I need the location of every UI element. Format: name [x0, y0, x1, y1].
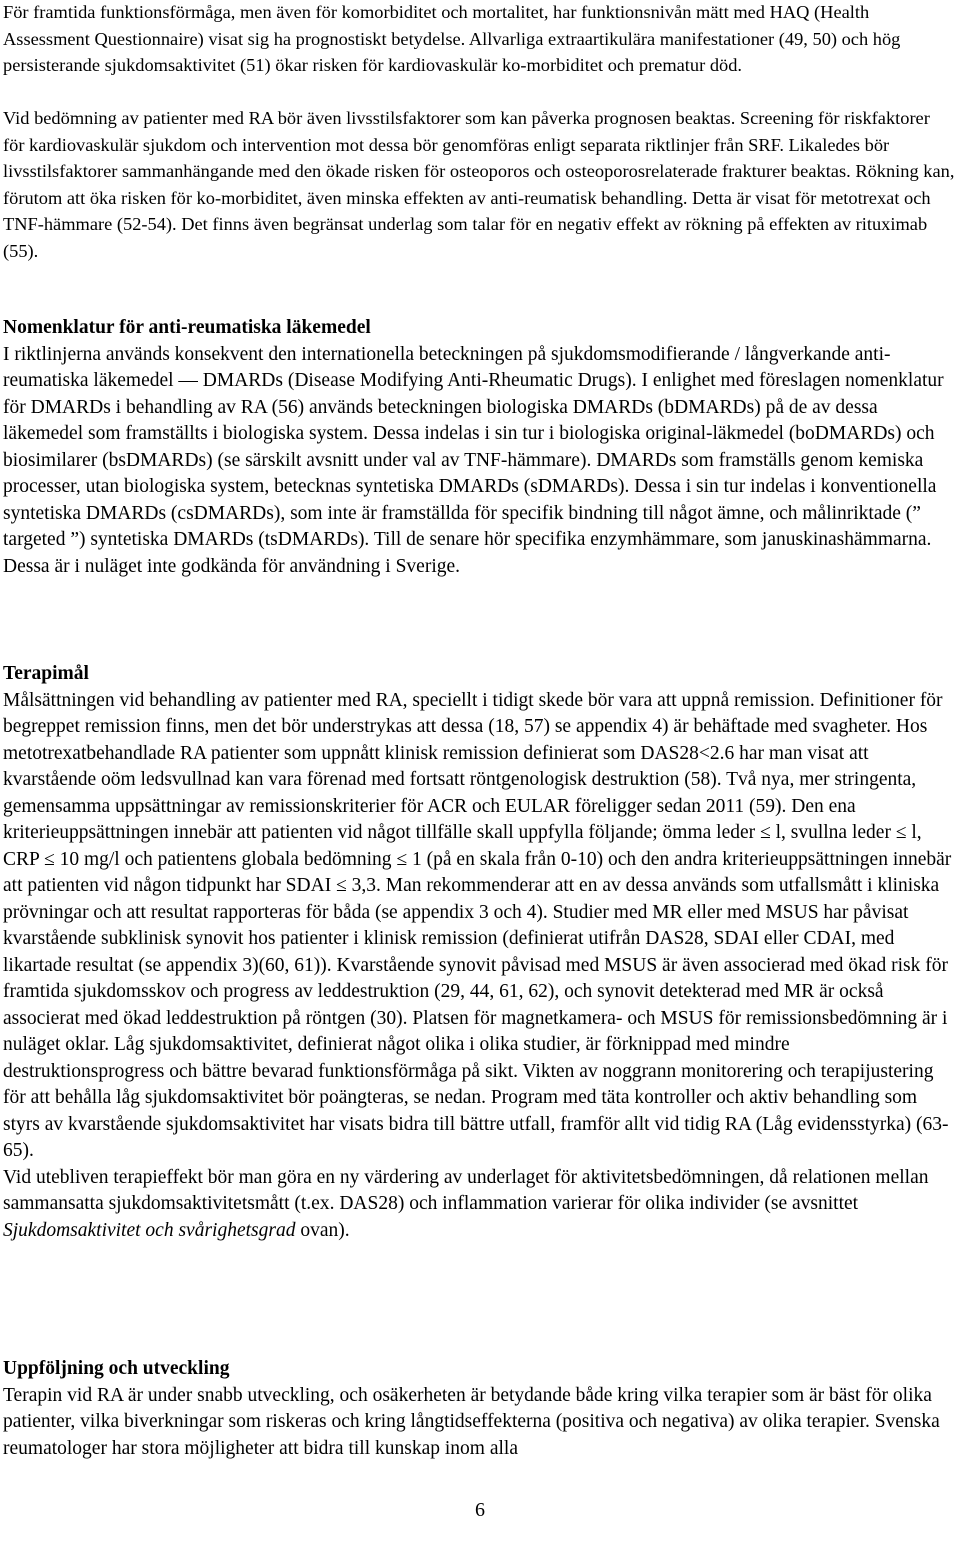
section-uppfoljning: [3, 1356, 955, 1462]
heading-nomenklatur: Nomenklatur för anti-reumatiska läkemedel: [3, 317, 371, 338]
section-nomenklatur: [3, 315, 955, 580]
followup-text-end: ovan).: [295, 1219, 350, 1241]
heading-terapimal: Terapimål: [3, 663, 89, 684]
paragraph-terapimal-followup: [3, 1167, 928, 1241]
paragraph-uppfoljning: Terapin vid RA är under snabb utveckling, och osäkerheten är betydande både kring vilka terapier som är bäst för olika patienter, vilka biverkningar som riskeras och kring långtidseffekterna (positiva och negativa) av olika terapier. Svenska reumatologer har stora möjligheter att bidra till kunskap inom alla: [3, 1384, 940, 1459]
paragraph-prognosis: För framtida funktionsförmåga, men även för komorbiditet och mortalitet, har funktionsnivån mätt med HAQ (Health Assessment Questionnaire) visat sig ha prognostiskt betydelse. Allvarliga extraartikulära manifestationer (49, 50) och hög persisterande sjukdomsaktivitet (51) ökar risken för kardiovaskulär ko-morbiditet och prematur död.: [3, 2, 901, 75]
paragraph-terapimal: Målsättningen vid behandling av patienter med RA, speciellt i tidigt skede bör vara att uppnå remission. Definitioner för begreppet remission finns, men det bör understrykas att dessa (18, 57) se appendix 4) är behäftade med svagheter. Hos metotrexatbehandlade RA patienter som uppnått klinisk remission definierat som DAS28<2.6 har man visat att kvarstående oöm ledsvullnad kan vara förenad med fortsatt röntgenologisk destruktion (58). Två nya, mer stringenta, gemensamma uppsättningar av remissionskriterier för ACR och EULAR föreligger sedan 2011 (59). Den ena kriterieuppsättningen innebär att patienten vid något tillfälle skall uppfylla följande; ömma leder ≤ l, svullna leder ≤ l, CRP ≤ 10 mg/l och patientens globala bedömning ≤ 1 (på en skala från 0-10) och den andra kriterieuppsättningen innebär att patienten vid någon tidpunkt har SDAI ≤ 3,3. Man rekommenderar att en av dessa används som utfallsmått i kliniska prövningar och att resultat rapporteras för båda (se appendix 3 och 4). Studier med MR eller med MSUS har påvisat kvarstående subklinisk synovit hos patienter i klinisk remission (definierat utifrån DAS28, SDAI eller CDAI, med likartade resultat (se appendix 3)(60, 61)). Kvarstående synovit påvisad med MSUS är även associerad med ökad risk för framtida sjukdomsskov och progress av leddestruktion (29, 44, 61, 62), och synovit detekterad med MR är också associerat med ökad leddestruktion på röntgen (30). Platsen för magnetkamera- och MSUS för remissionsbedömning är i nuläget oklar. Låg sjukdomsaktivitet, definierat något olika i olika studier, är förknippad med mindre destruktionsprogress och bättre bevarad funktionsförmåga på sikt. Vikten av noggrann monitorering och terapijustering för att behålla låg sjukdomsaktivitet bör poängteras, se nedan. Program med täta kontroller och aktiv behandling som styrs av kvarstående sjukdomsaktivitet har visats bidra till bättre utfall, framför allt vid tidig RA (Låg evidensstyrka) (63-65).: [3, 689, 952, 1161]
section-terapimal: [3, 661, 955, 1244]
paragraph-lifestyle-factors: Vid bedömning av patienter med RA bör även livsstilsfaktorer som kan påverka prognosen beaktas. Screening för riskfaktorer för kardiovaskulär sjukdom och intervention mot dessa bör genomföras enligt separata riktlinjer från SRF. Likaledes bör livsstilsfaktorer sammanhängande med den ökade risken för osteoporos och osteoporosrelaterade frakturer beaktas. Rökning kan, förutom att öka risken för ko-morbiditet, även minska effekten av anti-reumatisk behandling. Detta är visat för metotrexat och TNF-hämmare (52-54). Det finns även begränsat underlag som talar för en negativ effekt av rökning på effekten av rituximab (55).: [3, 108, 955, 261]
heading-uppfoljning: Uppföljning och utveckling: [3, 1358, 230, 1379]
followup-text-start: Vid utebliven terapieffekt bör man göra en ny värdering av underlaget för aktivitetsbedömningen, då relationen mellan sammansatta sjukdomsaktivitetsmått (t.ex. DAS28) och inflammation varierar för olika individer (se avsnittet: [3, 1166, 929, 1214]
followup-text-italic-reference: Sjukdomsaktivitet och svårighetsgrad: [3, 1219, 296, 1241]
page-number: 6: [475, 1499, 485, 1521]
paragraph-nomenklatur: I riktlinjerna används konsekvent den internationella beteckningen på sjukdomsmodifierande / långverkande anti-reumatiska läkemedel — DMARDs (Disease Modifying Anti-Rheumatic Drugs). I enlighet med föreslagen nomenklatur för DMARDs i behandling av RA (56) används beteckningen biologiska DMARDs (bDMARDs) på de av dessa läkemedel som framställts i biologiska system. Dessa indelas i sin tur i biologiska original-läkmedel (boDMARDs) och biosimilarer (bsDMARDs) (se särskilt avsnitt under val av TNF-hämmare). DMARDs som framställs genom kemiska processer, utan biologiska system, betecknas syntetiska DMARDs (sDMARDs). Dessa i sin tur indelas i konventionella syntetiska DMARDs (csDMARDs), som inte är framställda för specifik bindning till något ämne, och målinriktade (” targeted ”) syntetiska DMARDs (tsDMARDs). Till de senare hör specifika enzymhämmare, som januskinashämmarna. Dessa är i nuläget inte godkända för användning i Sverige.: [3, 343, 944, 577]
